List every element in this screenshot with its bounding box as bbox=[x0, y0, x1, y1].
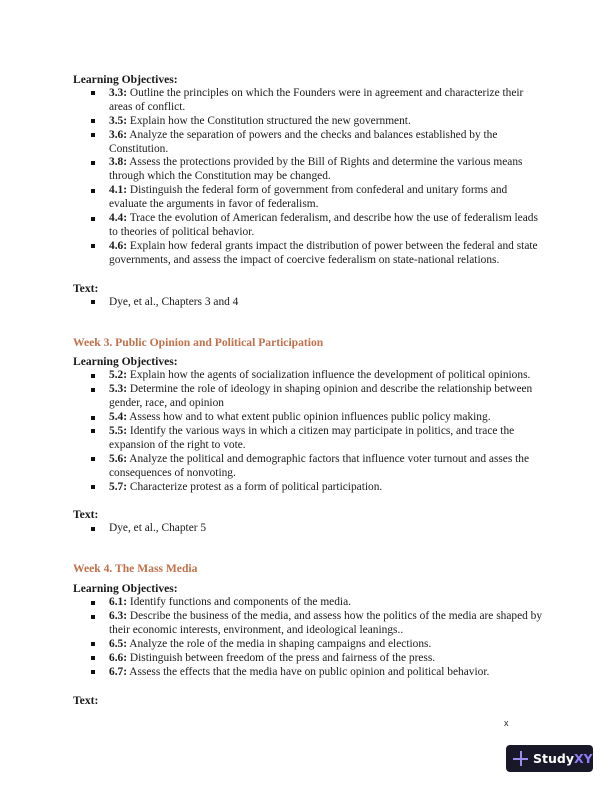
list-item: 6.6: Distinguish between freedom of the press and fairness of the press. bbox=[109, 652, 543, 666]
list-item: 6.7: Assess the effects that the media have on public opinion and political behavior. bbox=[109, 666, 543, 680]
list-item: 4.4: Trace the evolution of American federalism, and describe how the use of federalism leads to theories of political behavior. bbox=[109, 212, 543, 240]
list-item: 3.8: Assess the protections provided by the Bill of Rights and determine the various means through which the Constitution may be changed. bbox=[109, 156, 543, 184]
week-4-heading: Week 4. The Mass Media bbox=[73, 562, 198, 576]
list-item: 5.5: Identify the various ways in which a citizen may participate in politics, and trace the expansion of the right to vote. bbox=[109, 425, 543, 453]
plus-icon bbox=[513, 751, 528, 766]
list-item: 5.2: Explain how the agents of socialization influence the development of political opinions. bbox=[109, 369, 543, 383]
text-list bbox=[73, 522, 543, 536]
text-list bbox=[73, 296, 543, 310]
list-item: 3.6: Analyze the separation of powers and the checks and balances established by the Constitution. bbox=[109, 129, 543, 157]
learning-objectives-label: Learning Objectives: bbox=[73, 355, 178, 369]
studyxy-logo-badge[interactable] bbox=[506, 745, 593, 772]
list-item: 5.6: Analyze the political and demographic factors that influence voter turnout and asses the consequences of nonvoting. bbox=[109, 453, 543, 481]
text-label: Text: bbox=[73, 508, 99, 522]
objectives-list bbox=[73, 87, 543, 268]
objectives-list bbox=[73, 369, 543, 494]
list-item: 5.4: Assess how and to what extent public opinion influences public policy making. bbox=[109, 411, 543, 425]
list-item: Dye, et al., Chapter 5 bbox=[109, 522, 543, 536]
objectives-list bbox=[73, 596, 543, 679]
list-item: 3.3: Outline the principles on which the Founders were in agreement and characterize their areas of conflict. bbox=[109, 87, 543, 115]
document-page bbox=[73, 73, 543, 707]
page-mark: x bbox=[504, 718, 509, 728]
list-item: 4.1: Distinguish the federal form of government from confederal and unitary forms and evaluate the arguments in favor of federalism. bbox=[109, 184, 543, 212]
list-item: 4.6: Explain how federal grants impact the distribution of power between the federal and state governments, and assess the impact of coercive federalism on state-national relations. bbox=[109, 240, 543, 268]
text-label: Text: bbox=[73, 693, 99, 707]
list-item: 6.3: Describe the business of the media, and assess how the politics of the media are shaped by their economic interests, environment, and ideological leanings.. bbox=[109, 610, 543, 636]
list-item: 5.7: Characterize protest as a form of political participation. bbox=[109, 481, 543, 495]
text-label: Text: bbox=[73, 281, 99, 295]
learning-objectives-label: Learning Objectives: bbox=[73, 73, 178, 86]
list-item: Dye, et al., Chapters 3 and 4 bbox=[109, 296, 543, 310]
learning-objectives-label: Learning Objectives: bbox=[73, 582, 178, 596]
week-3-heading: Week 3. Public Opinion and Political Participation bbox=[73, 335, 324, 349]
list-item: 6.1: Identify functions and components of the media. bbox=[109, 596, 543, 610]
list-item: 3.5: Explain how the Constitution structured the new government. bbox=[109, 115, 543, 129]
list-item: 5.3: Determine the role of ideology in shaping opinion and describe the relationship between gender, race, and opinion bbox=[109, 383, 543, 411]
brand-name: StudyXY bbox=[533, 751, 593, 766]
list-item: 6.5: Analyze the role of the media in shaping campaigns and elections. bbox=[109, 638, 543, 652]
